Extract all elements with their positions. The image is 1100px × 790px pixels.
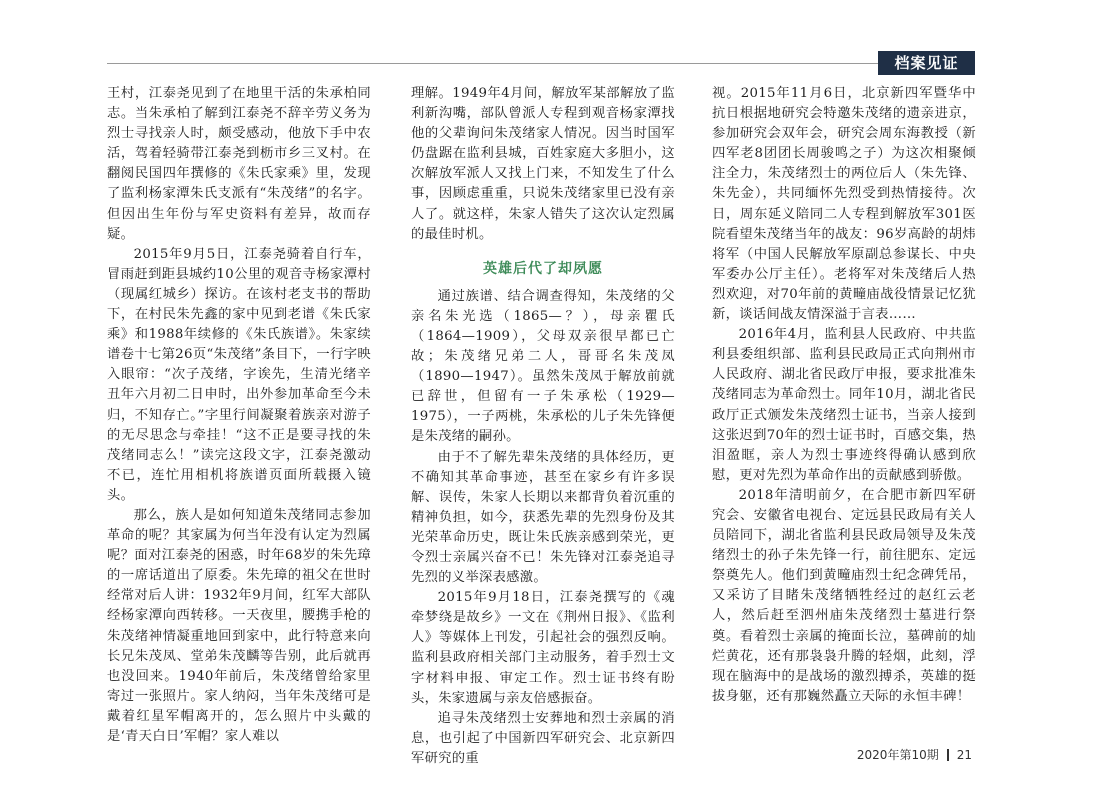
paragraph-text: 字里行间凝聚着族亲对游子的无尽思念与牵挂！“这不正是要寻找的朱茂绪同志么！”读完这段文字，江泰尧激动不已，连忙用相机将族谱页面所载摄入镜头。 [107,407,371,503]
article-column-3 [712,84,976,707]
issue-label: 2020年第10期 [856,748,939,762]
paragraph: 2015年9月18日，江泰尧撰写的《魂牵梦绕是故乡》一文在《荆州日报》、《监利人》等媒体上刊发，引起社会的强烈反响。监利县政府相关部门主动服务，着手烈士文字材料申报、审定工作。烈士证书终有盼头，朱家遗属与亲友倍感振奋。 [411,590,675,706]
page-number: 21 [956,747,972,762]
paragraph-text: 2015年9月5日，江泰尧骑着自行车，冒雨赶到距县城约10公里的观音寺杨家潭村（现属红城乡）探访。在该村老支书的帮助下，在村民朱先鑫的家中见到老谱《朱氏家乘》和1988年续修的《朱氏族谱》。朱家续谱卷十七第26页“朱茂绪”条目下，一行字映入眼帘： [107,246,371,383]
paragraph: 追寻朱茂绪烈士安葬地和烈士亲属的消息，也引起了中国新四军研究会、北京新四军研究的重 [411,710,675,766]
paragraph: 2016年4月，监利县人民政府、中共监利县委组织部、监利县民政局正式向荆州市人民政府、湖北省民政厅申报，要求批准朱茂绪同志为革命烈士。同年10月，湖北省民政厅正式颁发朱茂绪烈士证书，当亲人接到这张迟到70年的烈士证书时，百感交集，热泪盈眶，亲人为烈士事迹终得确认感到欣慰，更对先烈为革命作出的贡献感到骄傲。 [712,327,976,483]
column-title-badge: 档案见证 [878,51,975,75]
article-column-2 [411,84,675,769]
paragraph: 由于不了解先辈朱茂绪的具体经历，更不确知其革命事迹，甚至在家乡有许多误解、误传，朱家人长期以来都背负着沉重的精神负担，如今，获悉先辈的先烈身份及其光荣革命历史，既让朱氏族亲感到荣光，更令烈士亲属兴奋不已！朱先锋对江泰尧追寻先烈的义举深表感激。 [411,449,675,586]
article-column-1 [107,84,371,747]
genealogy-quote: “次子茂绪，字诶先，生清光绪辛丑年六月初二日申时，出外参加革命至今未归，不知存亡。” [107,367,371,423]
paragraph: 视。2015年11月6日，北京新四军暨华中抗日根据地研究会特邀朱茂绪的遗亲进京，参加研究会双年会，研究会周东海教授（新四军老8团团长周骏鸣之子）为这次相聚倾注全力，朱茂绪烈士的两位后人（朱先锋、朱先金），共同缅怀先烈受到热情接待。次日，周东延义陪同二人专程到解放军301医院看望朱茂绪当年的战友：96岁高龄的胡炜将军（中国人民解放军原副总参谋长、中央军委办公厅主任）。老将军对朱茂绪后人热烈欢迎，对70年前的黄疃庙战役情景记忆犹新，谈话间战友情深溢于言表…… [712,86,976,323]
paragraph: 理解。1949年4月间，解放军某部解放了监利新沟嘴，部队曾派人专程到观音杨家潭找他的父辈询问朱茂绪家人情况。因当时国军仍盘踞在监利县城，百姓家庭大多胆小，这次解放军派人又找上门来，不知发生了什么事，因顾虑重重，只说朱茂绪家里已没有亲人了。就这样，朱家人错失了这次认定烈属的最佳时机。 [411,86,675,242]
paragraph: 2018年清明前夕，在合肥市新四军研究会、安徽省电视台、定远县民政局有关人员陪同下，湖北省监利县民政局领导及朱茂绪烈士的孙子朱先锋一行，前往肥东、定远祭奠先人。他们到黄疃庙烈士纪念碑凭吊，又采访了目睹朱茂绪牺牲经过的赵红云老人，然后赶至泗州庙朱茂绪烈士墓进行祭奠。看着烈士亲属的掩面长泣，墓碑前的灿烂黄花，还有那袅袅升腾的轻烟，此刻，浮现在脑海中的是战场的激烈搏杀，英雄的挺拔身躯，还有那巍然矗立天际的永恒丰碑！ [712,487,976,704]
paragraph: 那么，族人是如何知道朱茂绪同志参加革命的呢？其家属为何当年没有认定为烈属呢？面对江泰尧的困惑，时年68岁的朱先璋的一席话道出了原委。朱先璋的祖父在世时经常对后人讲：1932年9月间，红军大部队经杨家潭向西转移。一天夜里，腰携手枪的朱茂绪神情凝重地回到家中，此行特意来向长兄朱茂凤、堂弟朱茂麟等告别，此后就再也没回来。1940年前后，朱茂绪曾给家里寄过一张照片。家人纳闷，当年朱茂绪可是戴着红星军帽离开的，怎么照片中头戴的是‘青天白日’军帽？家人难以 [107,507,371,744]
header-rule [107,63,975,64]
page-footer [857,746,972,763]
paragraph: 王村，江泰尧见到了在地里干活的朱承柏同志。当朱承柏了解到江泰尧不辞辛劳义务为烈士寻找亲人时，颇受感动，他放下手中农活，驾着轻骑带江泰尧到枥市乡三叉村。在翻阅民国四年撰修的《朱氏家乘》里，发现了监利杨家潭朱氏支派有“朱茂绪”的名字。但因出生年份与军史资料有差异，故而存疑。 [107,86,371,242]
section-heading: 英雄后代了却夙愿 [483,260,603,277]
footer-separator [947,749,949,761]
paragraph [107,245,371,506]
paragraph: 通过族谱、结合调查得知，朱茂绪的父亲名朱光选（1865—？），母亲瞿氏（1864—1909），父母双亲很早都已亡故；朱茂绪兄弟二人，哥哥名朱茂凤（1890—1947）。虽然朱茂凤于解放前就已辞世，但留有一子朱承松（1929—1975），一子两桃，朱承松的儿子朱先锋便是朱茂绪的嗣孙。 [411,288,675,445]
